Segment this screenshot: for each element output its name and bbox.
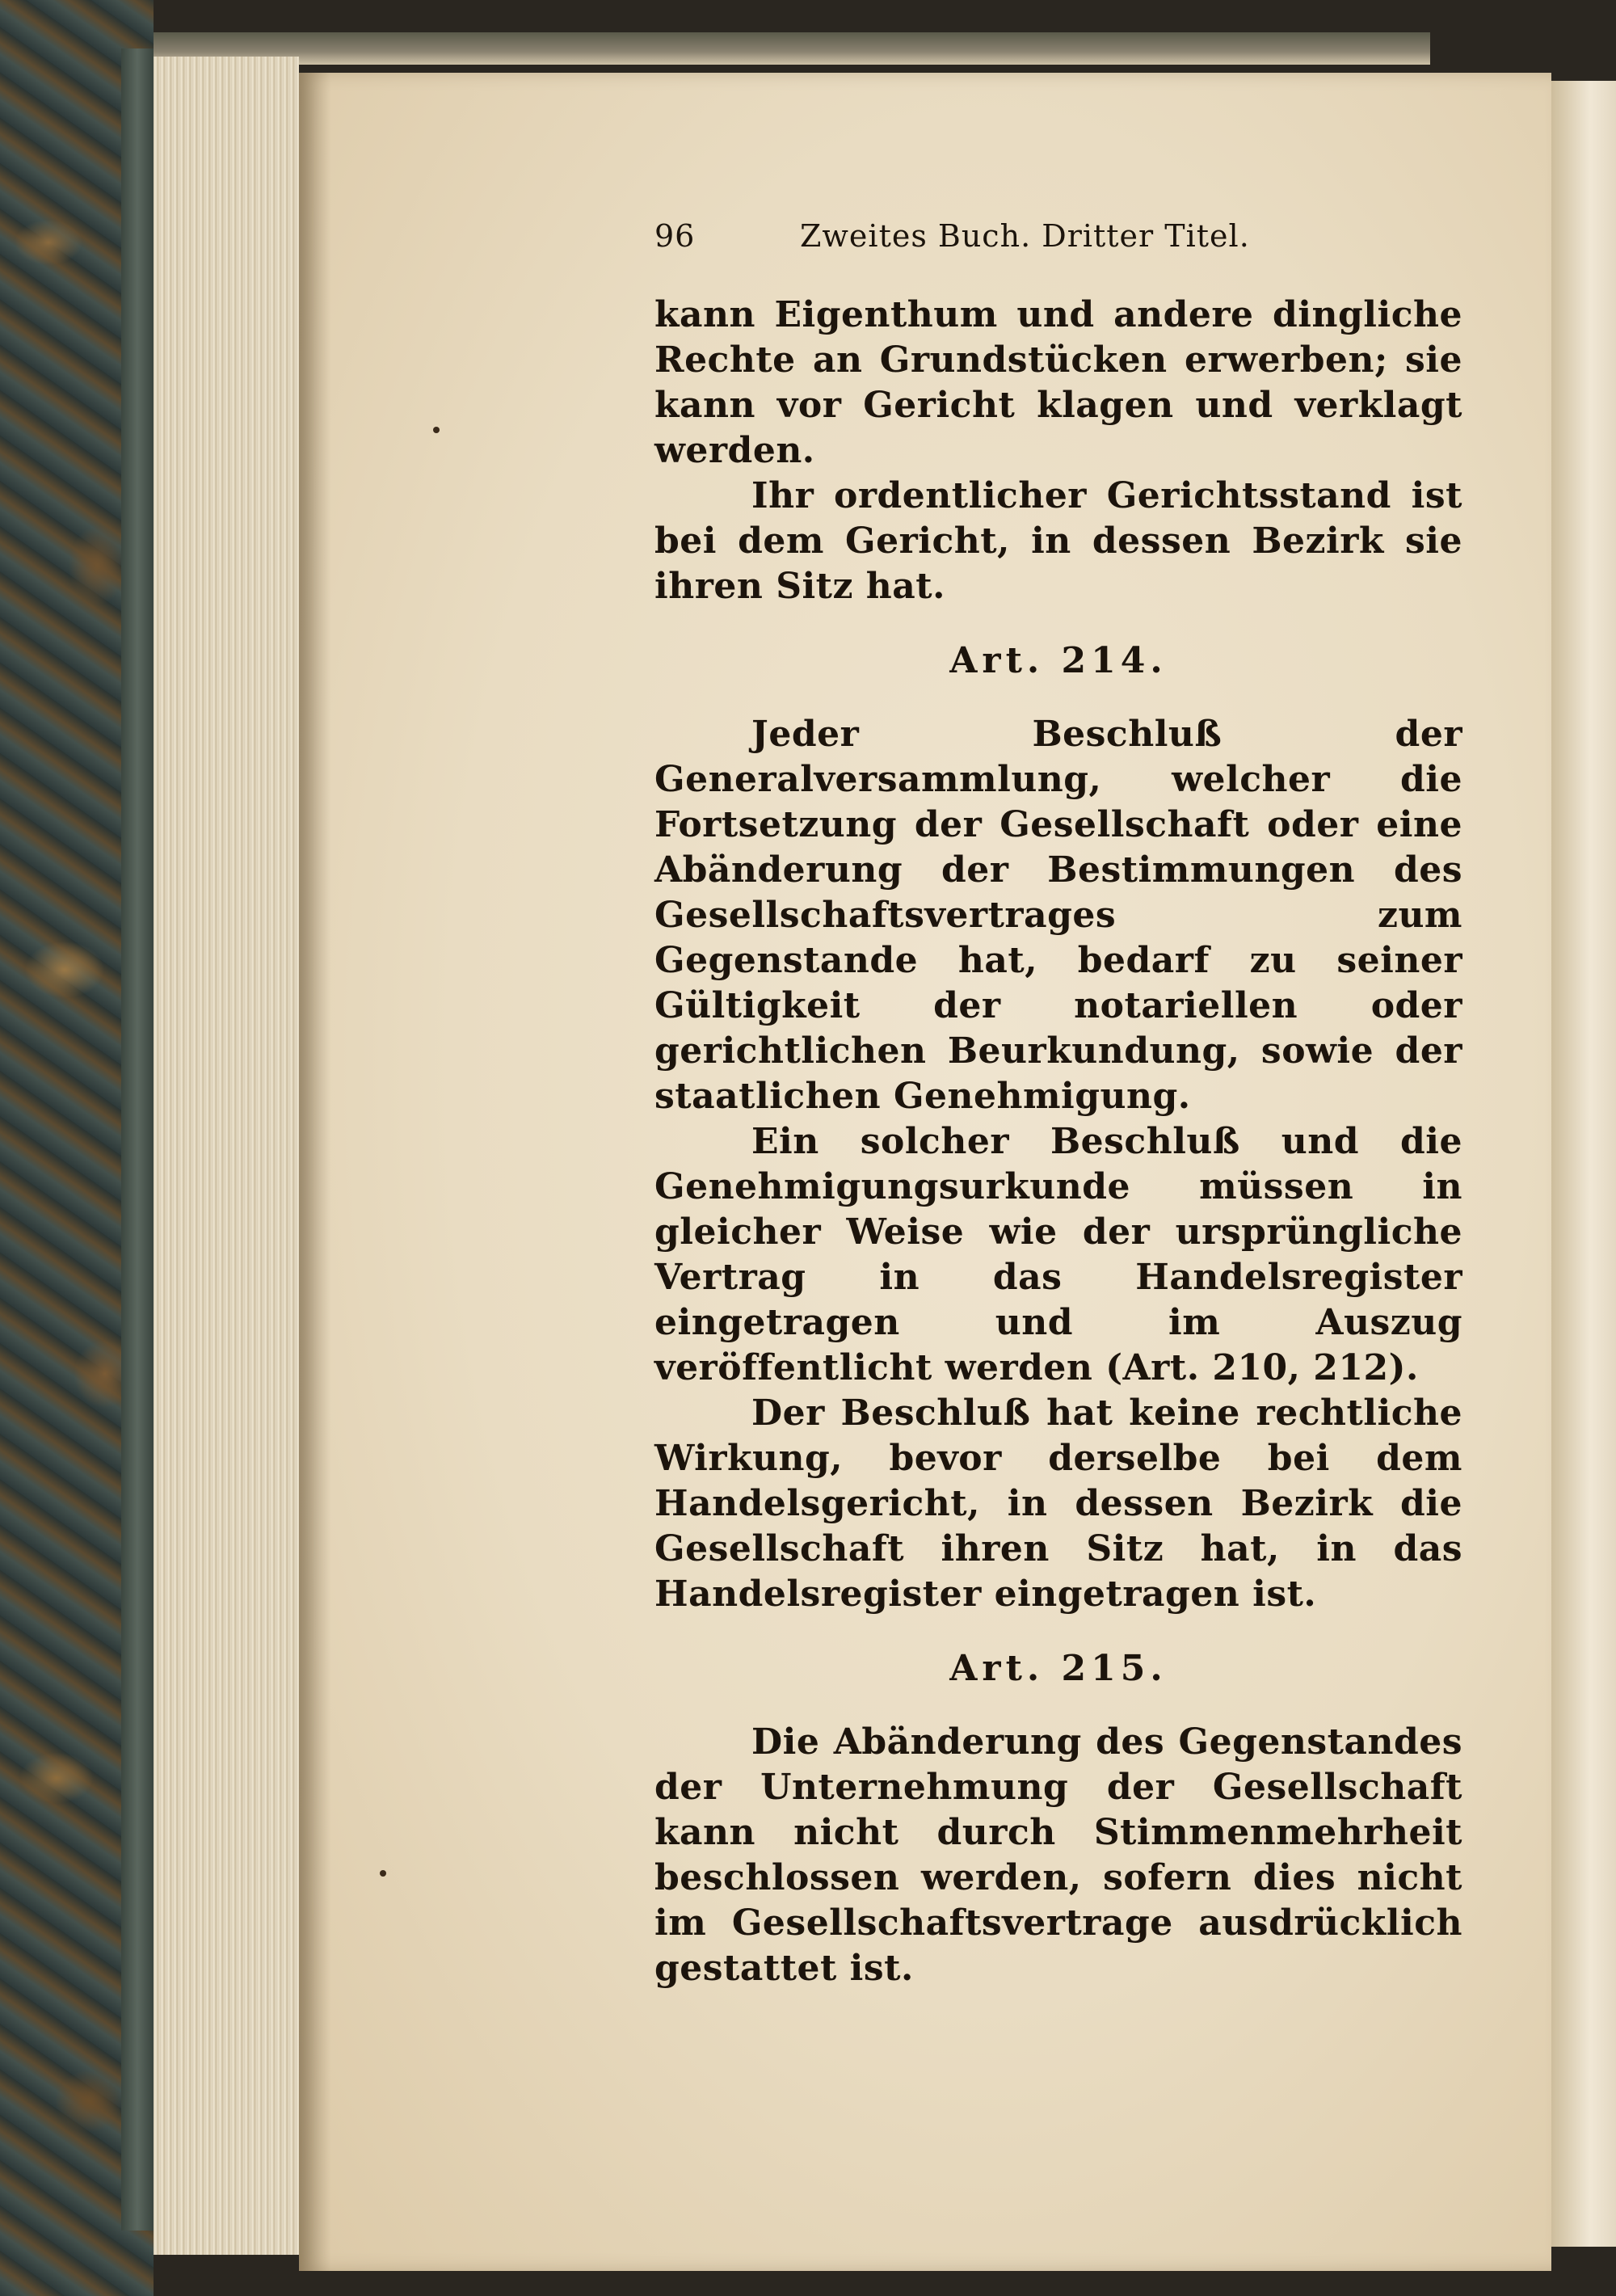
running-head (654, 218, 1462, 254)
paragraph: Jeder Beschluß der Generalversammlung, welcher die Fortsetzung der Gesellschaft oder eine Abänderung der Bestimmungen des Gesellschaftsvertrages zum Gegenstande hat, bedarf zu seiner Gültigkeit der notariellen oder gerichtlichen Beurkundung, sowie der staatlichen Genehmigung. (654, 714, 1462, 1117)
paragraph: Ihr ordentlicher Gerichtsstand ist bei dem Gericht, in dessen Bezirk sie ihren Sitz hat. (654, 475, 1462, 607)
page-gutter-shadow (299, 73, 331, 2271)
ink-speck (380, 1870, 386, 1877)
page-number: 96 (654, 218, 696, 254)
page-text (654, 218, 1462, 1991)
page-block-top (154, 32, 1430, 65)
ink-speck (433, 427, 440, 433)
cover-edge (121, 48, 154, 2231)
running-title: Zweites Buch. Dritter Titel. (800, 218, 1250, 254)
paragraph: Ein solcher Beschluß und die Genehmigungsurkunde müssen in gleicher Weise wie der ursprüngliche Vertrag in das Handelsregister eingetragen und im Auszug veröffentlicht werden (Art. 210, 212). (654, 1121, 1462, 1388)
facing-page-edge (1551, 81, 1616, 2247)
article-heading: Art. 214. (949, 640, 1168, 681)
paragraph: Die Abänderung des Gegenstandes der Unternehmung der Gesellschaft kann nicht durch Stimmenmehrheit beschlossen werden, sofern dies nicht im Gesellschaftsvertrage ausdrücklich gestattet ist. (654, 1721, 1462, 1989)
page-block-edge (154, 57, 299, 2255)
article-heading: Art. 215. (949, 1648, 1168, 1689)
paragraph: Der Beschluß hat keine rechtliche Wirkung, bevor derselbe bei dem Handelsgericht, in dessen Bezirk die Gesellschaft ihren Sitz hat, in das Handelsregister eingetragen ist. (654, 1392, 1462, 1615)
paragraph: kann Eigenthum und andere dingliche Rechte an Grundstücken erwerben; sie kann vor Gericht klagen und verklagt werden. (654, 294, 1462, 471)
